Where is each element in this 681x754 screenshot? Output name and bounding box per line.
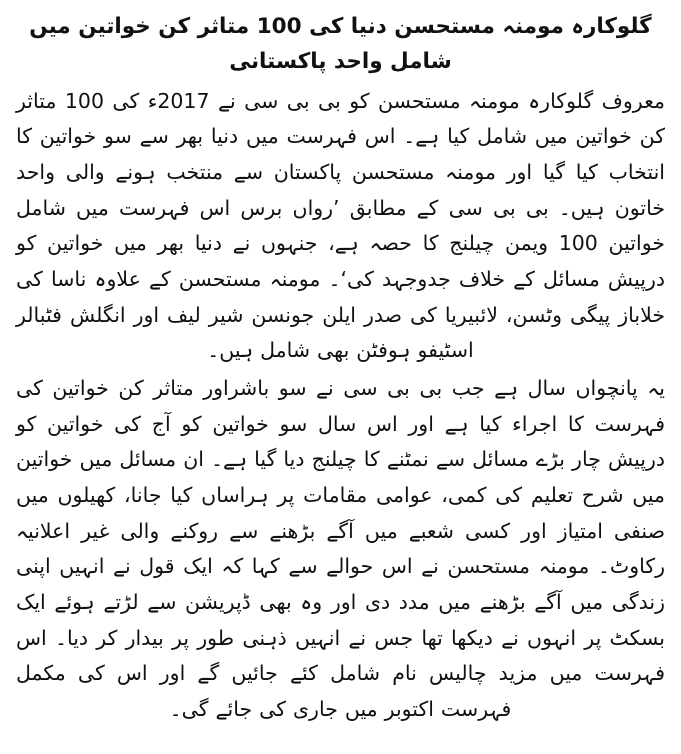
news-article — [16, 10, 665, 727]
article-paragraph-2: یہ پانچواں سال ہے جب بی بی سی نے سو باشراور متاثر کن خواتین کی فہرست کا اجراء کیا ہے اور اس سال سو خواتین کو آج کی خواتین کو درپیش چار بڑے مسائل سے نمٹنے کا چیلنج دیا گیا ہے۔ ان مسائل میں خواتین میں شرح تعلیم کی کمی، عوامی مقامات پر ہراساں کیا جانا، کھیلوں میں صنفی امتیاز اور کسی شعبے میں آگے بڑھنے سے روکنے والی غیر اعلانیہ رکاوٹ۔ مومنہ مستحسن نے اس حوالے سے کہا کہ ایک قول نے انہیں اپنی زندگی میں آگے بڑھنے میں مدد دی اور وہ بھی ڈپریشن سے لڑتے ہوئے ایک بسکٹ پر انہوں نے دیکھا تھا جس نے انہیں ذہنی طور پر بیدار کر دیا۔ اس فہرست میں مزید چالیس نام شامل کئے جائیں گے اور اس کی مکمل فہرست اکتوبر میں جاری کی جائے گی۔ — [16, 375, 665, 721]
article-headline: گلوکارہ مومنہ مستحسن دنیا کی 100 متاثر کن خواتین میں شامل واحد پاکستانی — [29, 14, 652, 74]
article-paragraph-1: معروف گلوکارہ مومنہ مستحسن کو بی بی سی نے 2017ء کی 100 متاثر کن خواتین میں شامل کیا ہے۔ اس فہرست میں دنیا بھر سے سو خواتین کا انتخاب کیا گیا اور مومنہ مستحسن پاکستان سے منتخب ہونے والی واحد خاتون ہیں۔ بی بی سی کے مطابق ’رواں برس اس فہرست میں شامل خواتین 100 ویمن چیلنج کا حصہ ہے، جنہوں نے دنیا بھر میں خواتین کو درپیش مسائل کے خلاف جدوجہد کی‘۔ مومنہ مستحسن کے علاوہ ناسا کی خلاباز پیگی وٹسن، لائبیریا کی صدر ایلن جونسن شیر لیف اور انگلش فٹبالر اسٹیفو ہوفٹن بھی شامل ہیں۔ — [16, 88, 665, 363]
